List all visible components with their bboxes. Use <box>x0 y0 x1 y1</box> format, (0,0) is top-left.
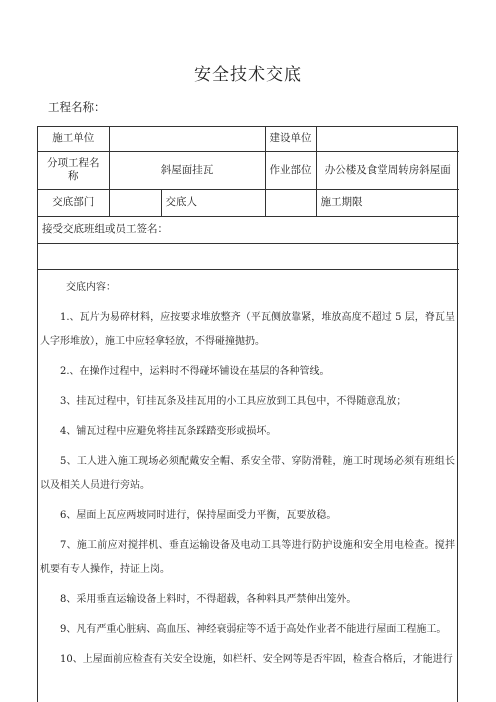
table-row <box>38 151 459 189</box>
table-row <box>38 127 459 151</box>
content-item: 2.、在操作过程中，运料时不得碰坏铺设在基层的各种管线。 <box>60 365 330 377</box>
content-item: 10、上屋面前应检查有关安全设施，如栏杆、安全网等是否牢固，检查合格后，才能进行 <box>60 653 453 665</box>
content-heading: 交底内容： <box>66 281 116 293</box>
disclosure-form <box>37 126 458 702</box>
construction-unit-label: 施工单位 <box>38 127 109 151</box>
signature-label: 接受交底班组或员工签名： <box>38 216 459 243</box>
building-unit-label: 建设单位 <box>265 127 316 151</box>
content-item: 5、工人进入施工现场必须配戴安全帽、系安全带、穿防滑鞋，施工时现场必须有班组长以及相关人员进行旁站。 <box>40 455 455 491</box>
disclosure-content <box>38 270 457 672</box>
construction-unit-value <box>109 127 265 151</box>
work-location-label: 作业部位 <box>265 151 316 189</box>
discloser-label: 交底人 <box>161 189 265 216</box>
info-table <box>38 127 459 270</box>
content-item: 6、屋面上瓦应两坡同时进行，保持屋面受力平衡，瓦要放稳。 <box>60 509 337 521</box>
department-label: 交底部门 <box>38 189 109 216</box>
content-item: 4、铺瓦过程中应避免将挂瓦条踩踏变形或损坏。 <box>60 425 277 437</box>
building-unit-value <box>316 127 459 151</box>
content-item: 9、凡有严重心脏病、高血压、神经衰弱症等不适于高处作业者不能进行屋面工程施工。 <box>60 623 447 635</box>
document-title: 安全技术交底 <box>194 65 302 85</box>
discloser-value <box>265 189 316 216</box>
period-label: 施工期限 <box>316 189 459 216</box>
content-item: 7、施工前应对搅拌机、垂直运输设备及电动工具等进行防护设施和安全用电检查。搅拌机要有专人操作，持证上岗。 <box>40 539 455 575</box>
department-value <box>109 189 161 216</box>
content-item: 1.、瓦片为易碎材料，应按要求堆放整齐（平瓦侧放靠紧，堆放高度不超过 5 层，脊瓦呈人字形堆放），施工中应轻拿轻放，不得碰撞抛扔。 <box>40 311 455 347</box>
table-row <box>38 243 459 269</box>
table-row <box>38 189 459 216</box>
signature-area <box>38 243 459 269</box>
content-item: 3、挂瓦过程中，钉挂瓦条及挂瓦用的小工具应放到工具包中，不得随意乱放； <box>60 395 407 407</box>
project-name-label: 工程名称： <box>48 100 106 114</box>
work-location-value: 办公楼及食堂周转房斜屋面 <box>316 151 459 189</box>
content-item: 8、采用垂直运输设备上料时，不得超载，各种料具严禁伸出笼外。 <box>60 593 357 605</box>
table-row <box>38 216 459 243</box>
sub-project-label: 分项工程名称 <box>38 151 109 189</box>
sub-project-value: 斜屋面挂瓦 <box>109 151 265 189</box>
